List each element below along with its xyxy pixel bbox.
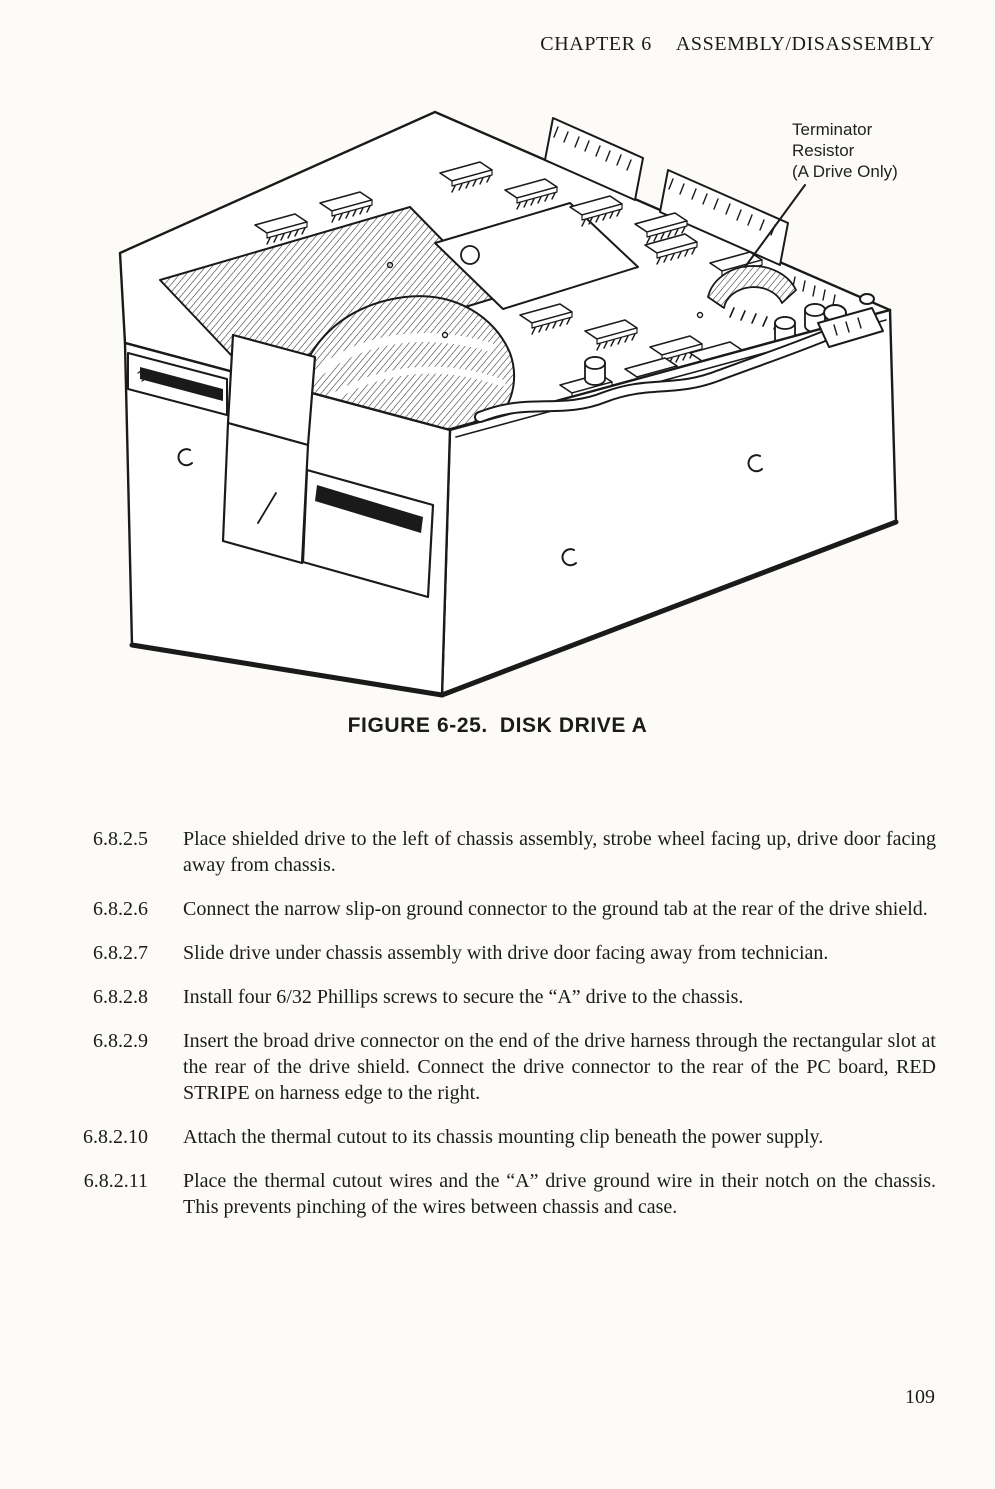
step-number: 6.8.2.7 <box>93 942 148 964</box>
step-6-8-2-9 <box>64 1028 936 1106</box>
step-text: Place the thermal cutout wires and the “A” drive ground wire in their notch on the chassis. This prevents pinching of the wires between chassis and case. <box>183 1170 936 1218</box>
step-6-8-2-6 <box>64 896 936 922</box>
figure-caption-label: FIGURE 6-25. <box>347 714 488 737</box>
page-number: 109 <box>905 1386 935 1408</box>
chapter-title: ASSEMBLY/DISASSEMBLY <box>675 33 935 55</box>
step-6-8-2-7 <box>64 940 936 966</box>
step-number: 6.8.2.8 <box>93 986 148 1008</box>
step-6-8-2-10 <box>64 1124 936 1150</box>
figure-caption-title: DISK DRIVE A <box>499 714 648 737</box>
step-text: Install four 6/32 Phillips screws to secure the “A” drive to the chassis. <box>183 986 744 1008</box>
page-header <box>540 33 935 56</box>
step-6-8-2-8 <box>64 984 936 1010</box>
step-6-8-2-5 <box>64 826 936 878</box>
chapter-label: CHAPTER 6 <box>540 33 652 55</box>
figure-caption <box>0 714 995 738</box>
step-number: 6.8.2.11 <box>83 1170 148 1192</box>
step-text: Attach the thermal cutout to its chassis mounting clip beneath the power supply. <box>183 1126 824 1148</box>
step-6-8-2-11 <box>64 1168 936 1220</box>
step-number: 6.8.2.10 <box>83 1126 148 1148</box>
step-text: Insert the broad drive connector on the end of the drive harness through the rectangular slot at the rear of the drive shield. Connect the drive connector to the rear of the PC board, RED STRIPE on harness edge to the right. <box>183 1030 936 1104</box>
procedure-steps <box>64 826 936 1238</box>
step-number: 6.8.2.9 <box>93 1030 148 1052</box>
step-text: Place shielded drive to the left of chassis assembly, strobe wheel facing up, drive door facing away from chassis. <box>183 828 936 876</box>
step-text: Connect the narrow slip-on ground connector to the ground tab at the rear of the drive shield. <box>183 898 928 920</box>
drive-door <box>223 335 315 563</box>
callout-line-1: Terminator <box>792 120 873 139</box>
callout-line-2: Resistor <box>792 141 855 160</box>
terminator-callout <box>792 119 898 182</box>
step-text: Slide drive under chassis assembly with drive door facing away from technician. <box>183 942 829 964</box>
step-number: 6.8.2.5 <box>93 828 148 850</box>
step-number: 6.8.2.6 <box>93 898 148 920</box>
callout-line-3: (A Drive Only) <box>792 162 898 181</box>
